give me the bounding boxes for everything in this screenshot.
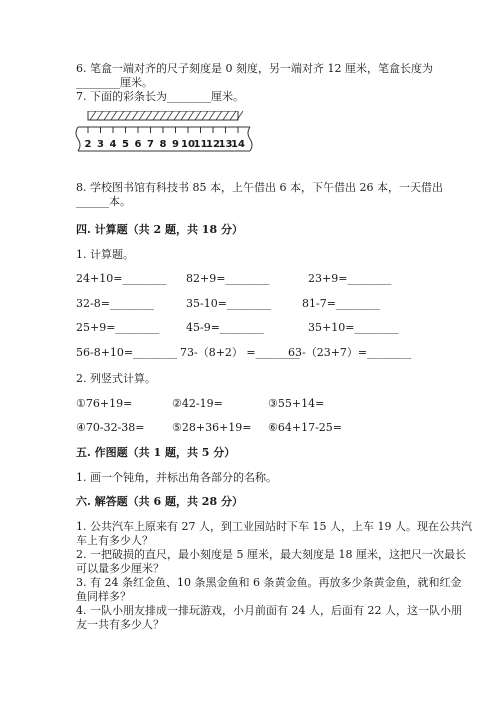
answer-q1-line2: 车上有多少人？ (76, 534, 153, 547)
ruler-figure (70, 111, 256, 161)
ruler-number: 3 (97, 139, 104, 150)
vertical-item: ⑤28+36+19= (172, 421, 252, 434)
calc-item: 82+9=________ (186, 272, 270, 285)
bar-hatch (104, 111, 110, 120)
section4-title: 四. 计算题（共 2 题，共 18 分） (76, 223, 243, 236)
answer-q4-line2: 友一共有多少人？ (76, 618, 164, 631)
bar-hatch (174, 111, 180, 120)
calc-item: 81-7=________ (302, 297, 380, 310)
bar-hatch (97, 111, 103, 120)
vertical-item: ③55+14= (268, 397, 325, 410)
calc-intro: 1. 计算题。 (76, 248, 134, 261)
q7-text: 7. 下面的彩条长为________厘米。 (76, 90, 244, 103)
vertical-item: ⑥64+17-25= (268, 421, 343, 434)
bar-hatch (167, 111, 173, 120)
ruler-number: 9 (172, 139, 179, 150)
calc-item: 32-8=________ (76, 297, 154, 310)
calc-item: 24+10=________ (76, 272, 167, 285)
q8-line1: 8. 学校图书馆有科技书 85 本，上午借出 6 本，下午借出 26 本，一天借出 (76, 181, 443, 194)
vertical-item: ①76+19= (76, 397, 133, 410)
ruler-number: 8 (159, 139, 167, 150)
answer-q4-line1: 4. 一队小朋友排成一排玩游戏，小月前面有 24 人，后面有 22 人，这一队小朋 (76, 604, 462, 617)
answer-q1-line1: 1. 公共汽车上原来有 27 人，到工业园站时下车 15 人，上车 19 人。现在公共汽 (76, 520, 472, 533)
calc-item: 23+9=________ (308, 272, 392, 285)
ruler-number: 12 (206, 139, 220, 150)
vertical-item: ④70-32-38= (76, 421, 145, 434)
bar-hatch (223, 111, 229, 120)
calc-item: 35+10=________ (308, 321, 399, 334)
bar-hatch (230, 111, 236, 120)
color-bar (88, 111, 243, 120)
bar-hatch (90, 111, 96, 120)
calc-item: 56-8+10=________ (76, 346, 178, 359)
ruler-number: 6 (134, 139, 142, 150)
calc-item: 63-（23+7）=________ (288, 346, 412, 359)
section5-q1: 1. 画一个钝角，并标出角各部分的名称。 (76, 471, 277, 484)
answer-q3-line1: 3. 有 24 条红金鱼、10 条黑金鱼和 6 条黄金鱼。再放多少条黄金鱼，就和红金 (76, 576, 462, 589)
q8-line2: ______本。 (76, 195, 131, 208)
bar-hatch (118, 111, 124, 120)
ruler-body (76, 127, 252, 151)
ruler-number: 14 (231, 139, 245, 150)
section5-title: 五. 作图题（共 1 题，共 5 分） (76, 446, 236, 459)
bar-hatch (146, 111, 152, 120)
ruler-number: 10 (181, 139, 195, 150)
bar-hatch (188, 111, 194, 120)
answer-q3-line2: 鱼同样多？ (76, 590, 131, 603)
ruler-number: 2 (84, 139, 92, 150)
calc-item: 35-10=________ (186, 297, 271, 310)
ruler-number: 11 (193, 139, 208, 150)
answer-q2-line1: 2. 一把破损的直尺，最小刻度是 5 厘米，最大刻度是 18 厘米，这把尺一次最长 (76, 548, 466, 561)
bar-hatch (181, 111, 187, 120)
calc-item: 25+9=________ (76, 321, 160, 334)
q6-line2: ________厘米。 (76, 76, 153, 89)
ruler-number: 13 (218, 139, 233, 150)
bar-hatch (125, 111, 131, 120)
ruler-number: 4 (109, 139, 117, 150)
vertical-item: ②42-19= (172, 397, 223, 410)
calc-item: 45-9=________ (186, 321, 264, 334)
bar-hatch (153, 111, 159, 120)
ruler-number: 7 (147, 139, 154, 150)
bar-hatch (139, 111, 145, 120)
ruler-number: 5 (122, 139, 129, 150)
bar-hatch (202, 111, 208, 120)
bar-hatch (111, 111, 117, 120)
bar-hatch (195, 111, 201, 120)
bar-hatch (209, 111, 215, 120)
answer-q2-line2: 可以量多少厘米？ (76, 562, 164, 575)
section6-title: 六. 解答题（共 6 题，共 28 分） (76, 495, 243, 508)
q6-line1: 6. 笔盒一端对齐的尺子刻度是 0 刻度，另一端对齐 12 厘米，笔盒长度为 (76, 62, 433, 75)
bar-hatch (216, 111, 222, 120)
bar-hatch (160, 111, 166, 120)
vertical-intro: 2. 列竖式计算。 (76, 372, 156, 385)
bar-hatch (132, 111, 138, 120)
calc-item: 73-（8+2） =________ (180, 346, 300, 359)
